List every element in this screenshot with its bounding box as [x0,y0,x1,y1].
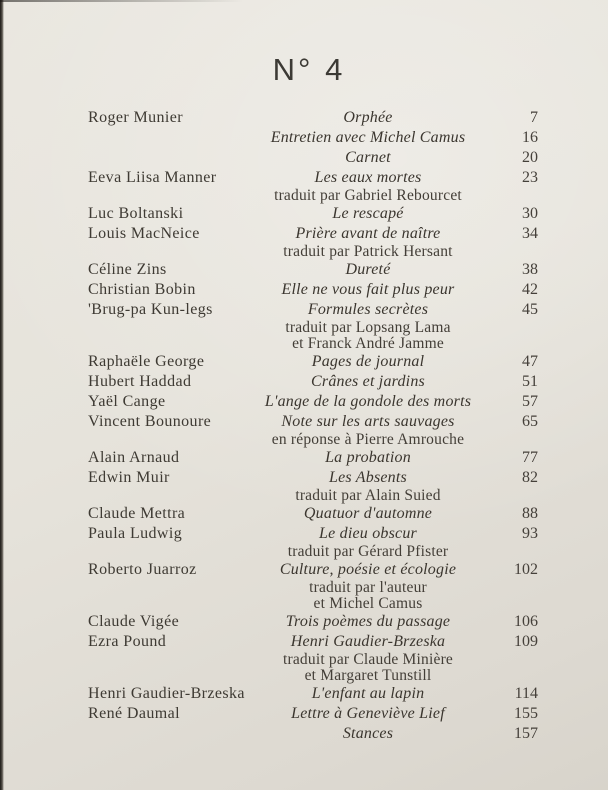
work-title: La probation [325,449,411,466]
work-title: Le rescapé [332,205,404,222]
toc-row [88,224,538,244]
toc-note-row [88,580,538,596]
author-name: René Daumal [88,705,180,722]
page-number: 20 [522,149,538,166]
page-number: 51 [522,373,538,390]
page-number: 65 [522,413,538,430]
work-title: Dureté [345,261,391,278]
translator-note: traduit par Lopsang Lama [285,319,451,336]
page-number: 88 [522,505,538,522]
author-name: Raphaële George [88,353,205,370]
table-of-contents [0,108,608,744]
toc-note-row [88,320,538,336]
toc-row [88,300,538,320]
page-number: 102 [514,561,538,578]
author-name: Céline Zins [88,261,167,278]
author-name: Claude Vigée [88,613,180,630]
author-name: Louis MacNeice [88,225,200,242]
toc-row [88,148,538,168]
work-title: Prière avant de naître [295,225,441,242]
translator-note: traduit par Alain Suied [295,487,441,504]
toc-row [88,128,538,148]
author-name: Roger Munier [88,109,184,126]
toc-note-row [88,668,538,684]
page-number: 30 [522,205,538,222]
page-number: 109 [514,633,538,650]
author-name: Henri Gaudier-Brzeska [88,685,245,702]
page-number: 16 [522,129,538,146]
work-title: Orphée [343,109,393,126]
page-number: 57 [522,393,538,410]
work-title: Pages de journal [311,353,425,370]
work-title: Formules secrètes [307,301,429,318]
author-name: Claude Mettra [88,505,186,522]
work-title: Henri Gaudier-Brzeska [290,633,446,650]
toc-row [88,560,538,580]
toc-row [88,612,538,632]
author-name: Vincent Bounoure [88,413,212,430]
translator-note: traduit par Gabriel Rebourcet [274,187,462,204]
page-number: 82 [522,469,538,486]
toc-note-row [88,432,538,448]
toc-row [88,524,538,544]
page-number: 77 [522,449,538,466]
page-number: 155 [514,705,538,722]
issue-number-title: N° 4 [272,52,346,87]
work-title: L'enfant au lapin [311,685,425,702]
work-title: Entretien avec Michel Camus [270,129,466,146]
translator-note: traduit par Gérard Pfister [287,543,449,560]
author-name: Hubert Haddad [88,373,192,390]
work-title: Culture, poésie et écologie [279,561,457,578]
toc-row [88,392,538,412]
toc-row [88,684,538,704]
work-title: Stances [342,725,394,742]
author-name: Edwin Muir [88,469,170,486]
page-number: 42 [522,281,538,298]
toc-row [88,724,538,744]
work-title: Les Absents [329,469,407,486]
page-number: 106 [514,613,538,630]
toc-note-row [88,596,538,612]
author-name: Christian Bobin [88,281,196,298]
toc-note-row [88,652,538,668]
work-title: Quatuor d'automne [303,505,433,522]
work-title: Note sur les arts sauvages [281,413,455,430]
toc-note-row [88,544,538,560]
translator-note: traduit par Claude Minière [282,651,454,668]
translator-note: en réponse à Pierre Amrouche [271,431,465,448]
work-title: Le dieu obscur [319,525,417,542]
toc-row [88,204,538,224]
page-number: 157 [514,725,538,742]
author-name: Paula Ludwig [88,525,183,542]
toc-note-row [88,488,538,504]
page-number: 45 [522,301,538,318]
page-number: 23 [522,169,538,186]
page-number: 93 [522,525,538,542]
author-name: Alain Arnaud [88,449,180,466]
toc-row [88,168,538,188]
toc-row [88,108,538,128]
translator-note: et Michel Camus [313,595,423,612]
toc-row [88,468,538,488]
work-title: Trois poèmes du passage [285,613,451,630]
translator-note: traduit par l'auteur [309,579,427,596]
toc-row [88,260,538,280]
work-title: Les eaux mortes [314,169,422,186]
photo-left-edge [0,0,4,790]
toc-row [88,704,538,724]
work-title: L'ange de la gondole des morts [264,393,472,410]
toc-row [88,504,538,524]
toc-row [88,448,538,468]
author-name: Roberto Juarroz [88,561,197,578]
translator-note: et Margaret Tunstill [304,667,432,684]
toc-row [88,352,538,372]
translator-note: traduit par Patrick Hersant [283,243,453,260]
page-number: 114 [514,685,538,702]
toc-row [88,412,538,432]
work-title: Elle ne vous fait plus peur [281,281,455,298]
author-name: Yaël Cange [88,393,166,410]
work-title: Crânes et jardins [311,373,425,390]
toc-note-row [88,336,538,352]
work-title: Lettre à Geneviève Lief [291,705,445,722]
author-name: Ezra Pound [88,633,167,650]
toc-row [88,280,538,300]
page-number: 47 [522,353,538,370]
toc-row [88,632,538,652]
author-name: Eeva Liisa Manner [88,169,217,186]
page-number: 34 [522,225,538,242]
toc-note-row [88,188,538,204]
work-title: Carnet [345,149,391,166]
toc-row [88,372,538,392]
page-number: 38 [522,261,538,278]
author-name: 'Brug-pa Kun-legs [88,301,213,318]
translator-note: et Franck André Jamme [292,335,444,352]
page-number: 7 [530,109,538,126]
author-name: Luc Boltanski [88,205,184,222]
toc-note-row [88,244,538,260]
